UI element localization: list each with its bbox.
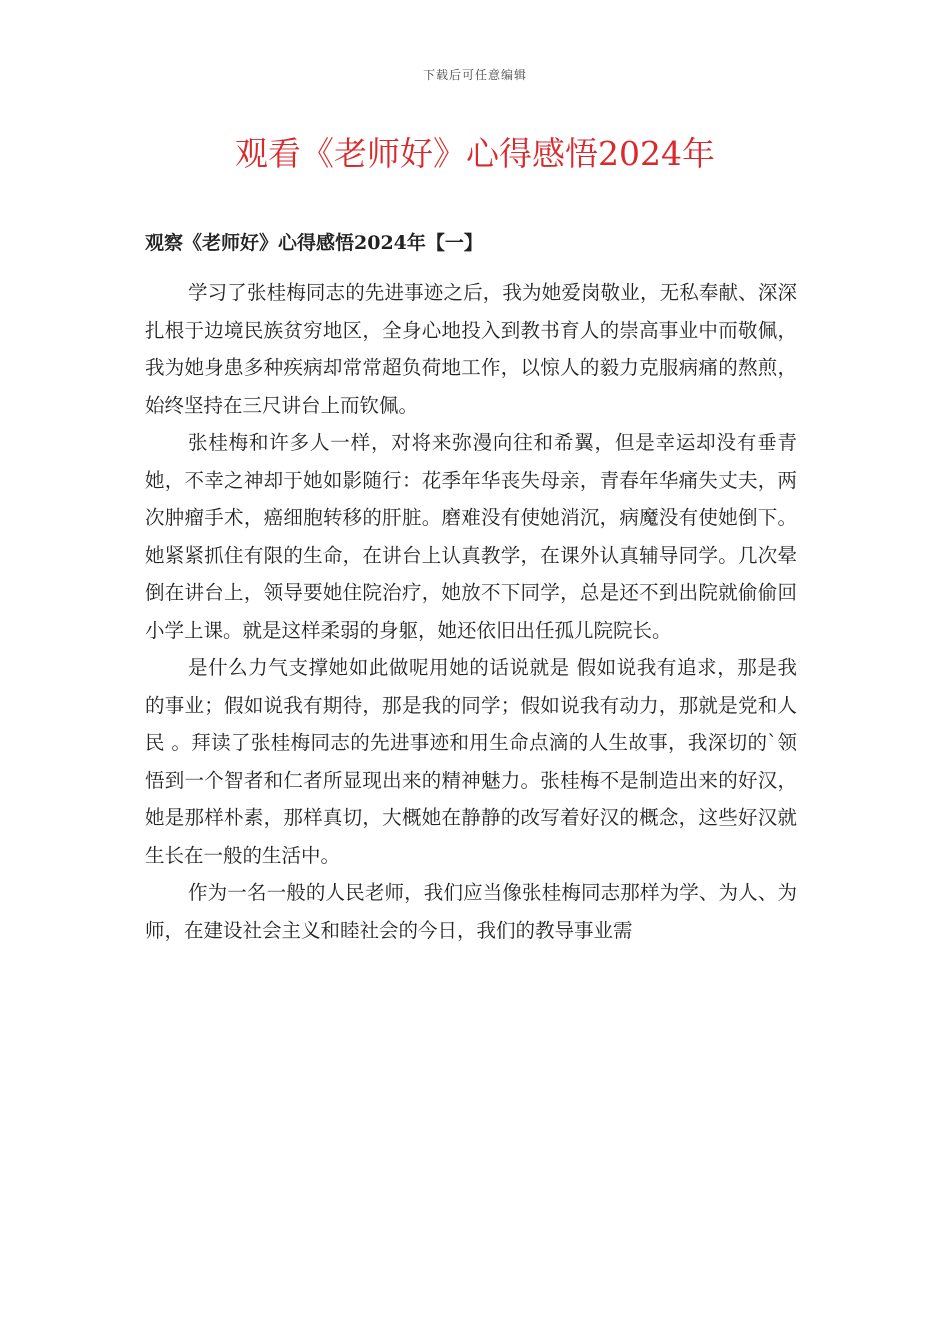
document-body [145,274,797,949]
section-heading: 观察《老师好》心得感悟2024年【一】 [145,232,483,254]
paragraph-2: 张桂梅和许多人一样，对将来弥漫向往和希翼，但是幸运却没有垂青她，不幸之神却于她如影随行：花季年华丧失母亲，青春年华痛失丈夫，两次肿瘤手术，癌细胞转移的肝脏。磨难没有使她消沉，病魔没有使她倒下。她紧紧抓住有限的生命，在讲台上认真教学，在课外认真辅导同学。几次晕倒在讲台上，领导要她住院治疗，她放不下同学，总是还不到出院就偷偷回小学上课。就是这样柔弱的身躯，她还依旧出任孤儿院院长。 [145,431,797,642]
document-title: 观看《老师好》心得感悟2024年 [235,134,715,173]
header-note: 下载后可任意编辑 [422,68,527,82]
paragraph-1: 学习了张桂梅同志的先进事迹之后，我为她爱岗敬业，无私奉献、深深扎根于边境民族贫穷地区，全身心地投入到教书育人的崇高事业中而敬佩，我为她身患多种疾病却常常超负荷地工作，以惊人的毅力克服病痛的熬煎，始终坚持在三尺讲台上而钦佩。 [145,281,797,417]
paragraph-3: 是什么力气支撑她如此做呢用她的话说就是 假如说我有追求，那是我的事业；假如说我有期待，那是我的同学；假如说我有动力，那就是党和人民 。拜读了张桂梅同志的先进事迹和用生命点滴的人生故事，我深切的`领悟到一个智者和仁者所显现出来的精神魅力。张桂梅不是制造出来的好汉，她是那样朴素，那样真切，大概她在静静的改写着好汉的概念，这些好汉就生长在一般的生活中。 [145,656,797,867]
paragraph-4: 作为一名一般的人民老师，我们应当像张桂梅同志那样为学、为人、为师，在建设社会主义和睦社会的今日，我们的教导事业需 [145,881,797,942]
